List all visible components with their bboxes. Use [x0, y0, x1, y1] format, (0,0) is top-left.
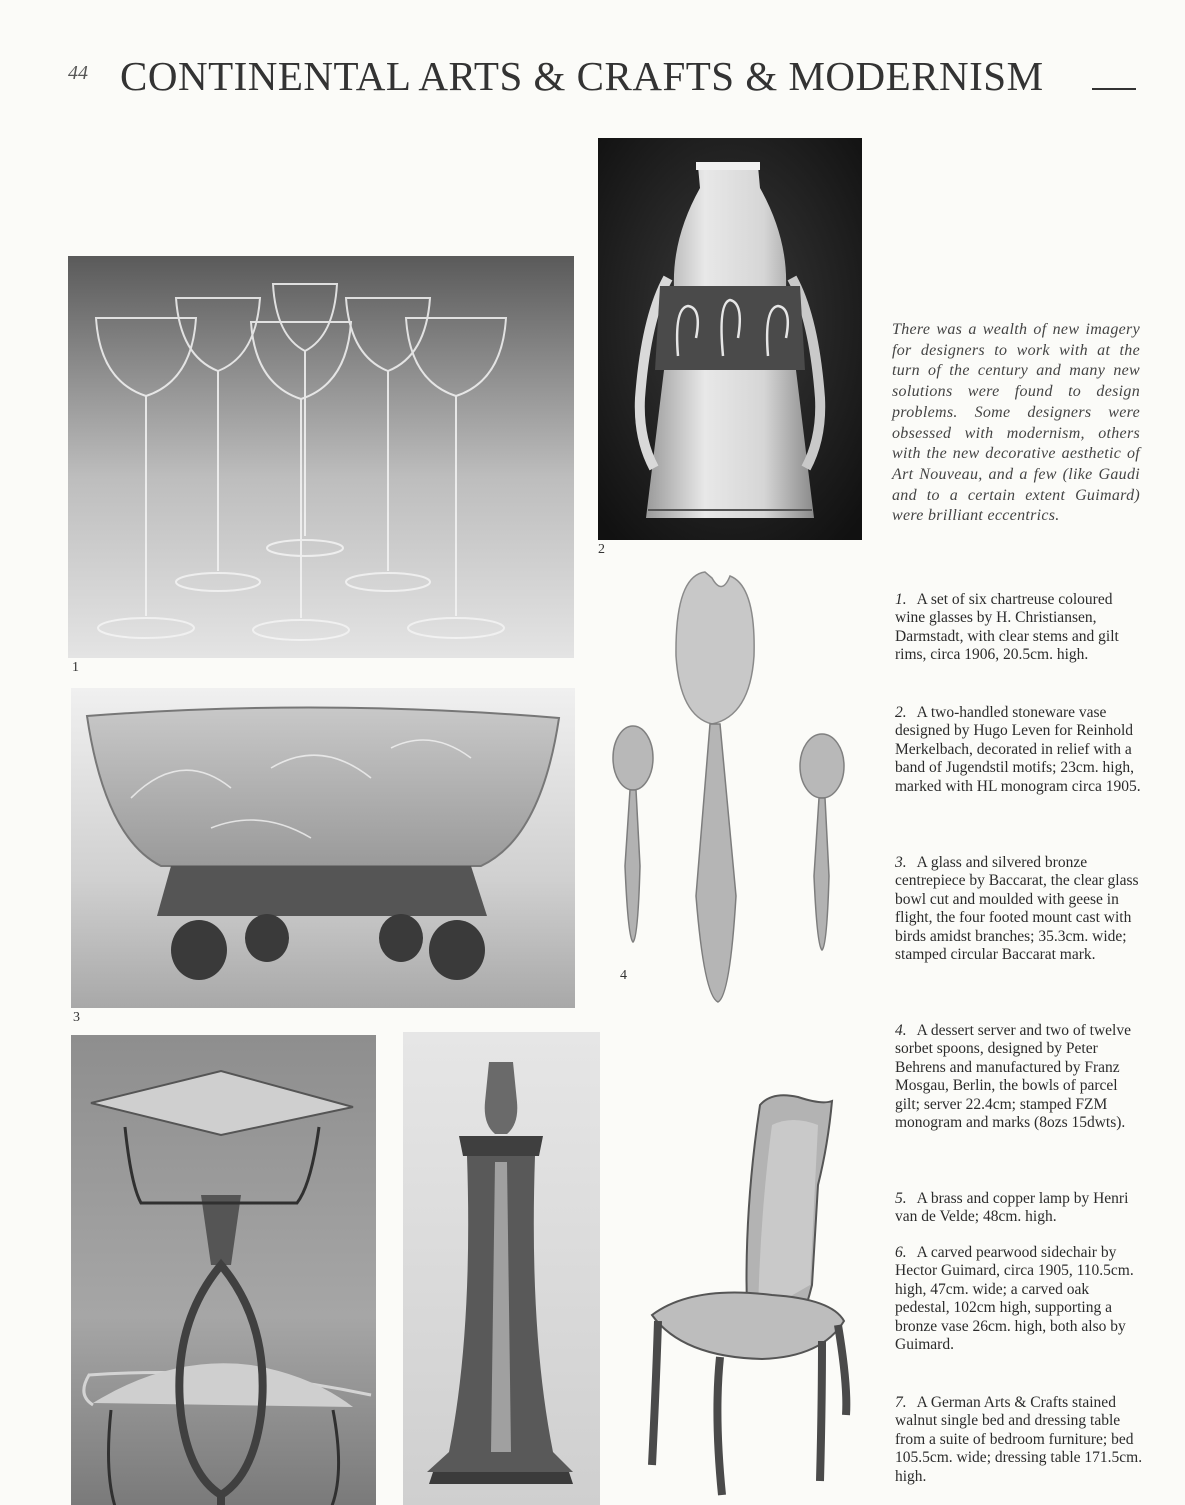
sidechair-photo [622, 1085, 884, 1505]
caption-5 [895, 1190, 1145, 1227]
caption-number: 5. [895, 1190, 907, 1207]
caption-text: A dessert server and two of twelve sorbet spoons, designed by Peter Behrens and manufactured by Franz Mosgau, Berlin, the bowls of parcel gilt; server 22.4cm; stamped FZM monogram and marks (8ozs 15dwts). [895, 1022, 1131, 1132]
caption-6 [895, 1244, 1145, 1354]
page-number: 44 [68, 62, 88, 84]
caption-4 [895, 1022, 1145, 1132]
figure-label-1: 1 [72, 660, 79, 675]
figure-label-4: 4 [620, 968, 627, 983]
caption-number: 7. [895, 1394, 907, 1411]
caption-number: 2. [895, 704, 907, 721]
brass-copper-lamp-photo [71, 1035, 376, 1505]
caption-number: 1. [895, 591, 907, 608]
caption-text: A glass and silvered bronze centrepiece by Baccarat, the clear glass bowl cut and moulded with geese in flight, the four footed mount cast with birds amidst branches; 35.3cm. wide; stamped circular Baccarat mark. [895, 854, 1139, 964]
glass-bowl-centrepiece-photo [71, 688, 575, 1008]
caption-3 [895, 854, 1145, 964]
caption-text: A brass and copper lamp by Henri van de Velde; 48cm. high. [895, 1190, 1129, 1226]
page-title: CONTINENTAL ARTS & CRAFTS & MODERNISM [120, 53, 1044, 99]
carved-pedestal-photo [403, 1032, 600, 1505]
caption-text: A German Arts & Crafts stained walnut single bed and dressing table from a suite of bedroom furniture; bed 105.5cm. wide; dressing table 171.5cm. high. [895, 1394, 1143, 1485]
caption-number: 6. [895, 1244, 907, 1261]
caption-text: A set of six chartreuse coloured wine glasses by H. Christiansen, Darmstadt, with clear stems and gilt rims, circa 1906, 20.5cm. high. [895, 591, 1119, 664]
title-rule [1092, 88, 1136, 90]
caption-text: A two-handled stoneware vase designed by Hugo Leven for Reinhold Merkelbach, decorated in relief with a band of Jugendstil motifs; 23cm. high, marked with HL monogram circa 1905. [895, 704, 1141, 795]
figure-label-3: 3 [73, 1010, 80, 1025]
caption-1 [895, 591, 1145, 665]
dessert-server-and-spoons-photo [600, 566, 860, 1012]
wine-glasses-photo [68, 256, 574, 658]
caption-text: A carved pearwood sidechair by Hector Guimard, circa 1905, 110.5cm. high, 47cm. wide; a carved oak pedestal, 102cm high, supporting a bronze vase 26cm. high, both also by Guimard. [895, 1244, 1134, 1354]
caption-7 [895, 1394, 1145, 1486]
stoneware-vase-photo [598, 138, 862, 540]
intro-paragraph: There was a wealth of new imagery for designers to work with at the turn of the century and many new solutions were found to design problems. Some designers were obsessed with modernism, others with the new decorative aesthetic of Art Nouveau, and a few (like Gaudi and to a certain extent Guimard) were brilliant eccentrics. [892, 321, 1140, 525]
caption-number: 3. [895, 854, 907, 871]
figure-label-2: 2 [598, 542, 605, 557]
caption-2 [895, 704, 1145, 796]
caption-number: 4. [895, 1022, 907, 1039]
